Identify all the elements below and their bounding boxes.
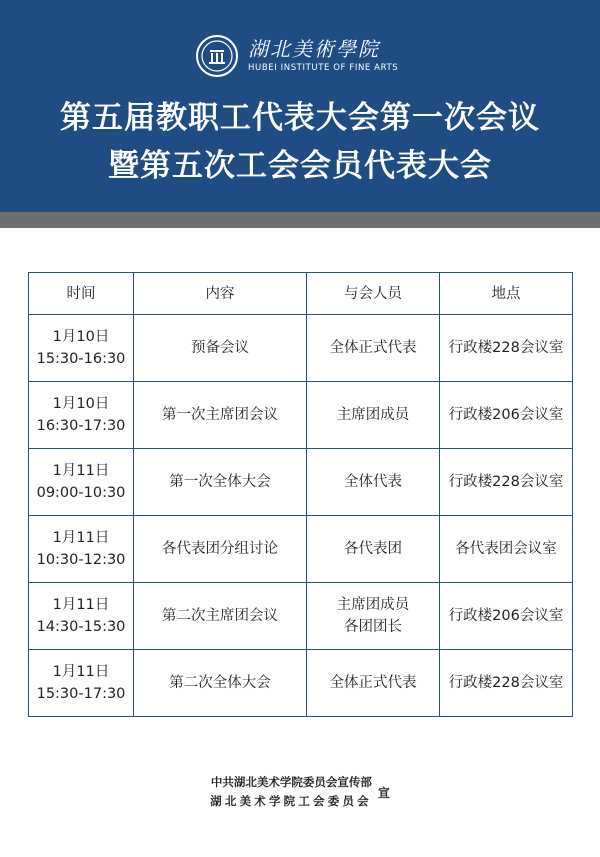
- time-cell: [29, 449, 134, 516]
- time-text: 16:30-17:30: [36, 418, 126, 434]
- date-text: 1月11日: [52, 664, 110, 680]
- header-divider-stripe: [0, 212, 600, 228]
- content-cell: 各代表团分组讨论: [134, 516, 307, 583]
- header-banner: [0, 0, 600, 212]
- date-text: 1月11日: [52, 597, 110, 613]
- logo-chinese-name: 湖北美術學院: [248, 37, 380, 61]
- time-text: 14:30-15:30: [36, 619, 126, 635]
- attendees-cell: [307, 516, 440, 583]
- content-cell: 第二次主席团会议: [134, 583, 307, 650]
- content-cell: 第一次主席团会议: [134, 382, 307, 449]
- location-cell: 行政楼228会议室: [440, 315, 573, 382]
- column-header-location: 地点: [440, 273, 573, 315]
- schedule-table: [28, 272, 573, 717]
- time-text: 15:30-17:30: [36, 686, 126, 702]
- location-cell: 行政楼206会议室: [440, 583, 573, 650]
- footer-signature: [0, 773, 600, 811]
- page-title-line-2: 暨第五次工会会员代表大会: [108, 148, 492, 184]
- column-header-attendees: 与会人员: [307, 273, 440, 315]
- time-cell: [29, 382, 134, 449]
- attendee-text: 主席团成员: [336, 597, 410, 613]
- attendees-cell: [307, 382, 440, 449]
- content-cell: 预备会议: [134, 315, 307, 382]
- footer-org-union-committee: 湖北美术学院工会委员会: [210, 794, 372, 808]
- content-cell: 第一次全体大会: [134, 449, 307, 516]
- time-text: 09:00-10:30: [36, 485, 126, 501]
- table-header-row: [29, 273, 573, 315]
- attendees-cell: [307, 449, 440, 516]
- attendee-text: 全体代表: [344, 474, 402, 490]
- time-cell: [29, 650, 134, 717]
- attendees-cell: [307, 583, 440, 650]
- location-cell: 行政楼206会议室: [440, 382, 573, 449]
- college-seal-icon: [196, 35, 238, 77]
- logo: [196, 34, 398, 78]
- footer-org-propaganda-dept: 中共湖北美术学院委员会宣传部: [210, 775, 372, 789]
- footer-suffix: 宣: [377, 785, 390, 800]
- table-row: [29, 382, 573, 449]
- date-text: 1月11日: [52, 463, 110, 479]
- content-cell: 第二次全体大会: [134, 650, 307, 717]
- time-text: 15:30-16:30: [36, 351, 126, 367]
- date-text: 1月10日: [52, 329, 110, 345]
- attendee-text: 各代表团: [344, 541, 402, 557]
- time-cell: [29, 315, 134, 382]
- attendee-text: 全体正式代表: [329, 675, 417, 691]
- attendee-text: 全体正式代表: [329, 340, 417, 356]
- date-text: 1月11日: [52, 530, 110, 546]
- time-cell: [29, 583, 134, 650]
- location-cell: 行政楼228会议室: [440, 650, 573, 717]
- attendees-cell: [307, 315, 440, 382]
- table-row: [29, 516, 573, 583]
- table-row: [29, 650, 573, 717]
- table-row: [29, 583, 573, 650]
- date-text: 1月10日: [52, 396, 110, 412]
- attendee-text: 主席团成员: [336, 407, 410, 423]
- column-header-content: 内容: [134, 273, 307, 315]
- time-text: 10:30-12:30: [36, 552, 126, 568]
- location-cell: 行政楼228会议室: [440, 449, 573, 516]
- table-row: [29, 315, 573, 382]
- page-title-line-1: 第五届教职工代表大会第一次会议: [60, 100, 540, 136]
- location-cell: 各代表团会议室: [440, 516, 573, 583]
- logo-english-name: HUBEI INSTITUTE OF FINE ARTS: [248, 63, 399, 73]
- time-cell: [29, 516, 134, 583]
- attendee-text: 各团团长: [344, 619, 402, 635]
- table-row: [29, 449, 573, 516]
- column-header-time: 时间: [29, 273, 134, 315]
- attendees-cell: [307, 650, 440, 717]
